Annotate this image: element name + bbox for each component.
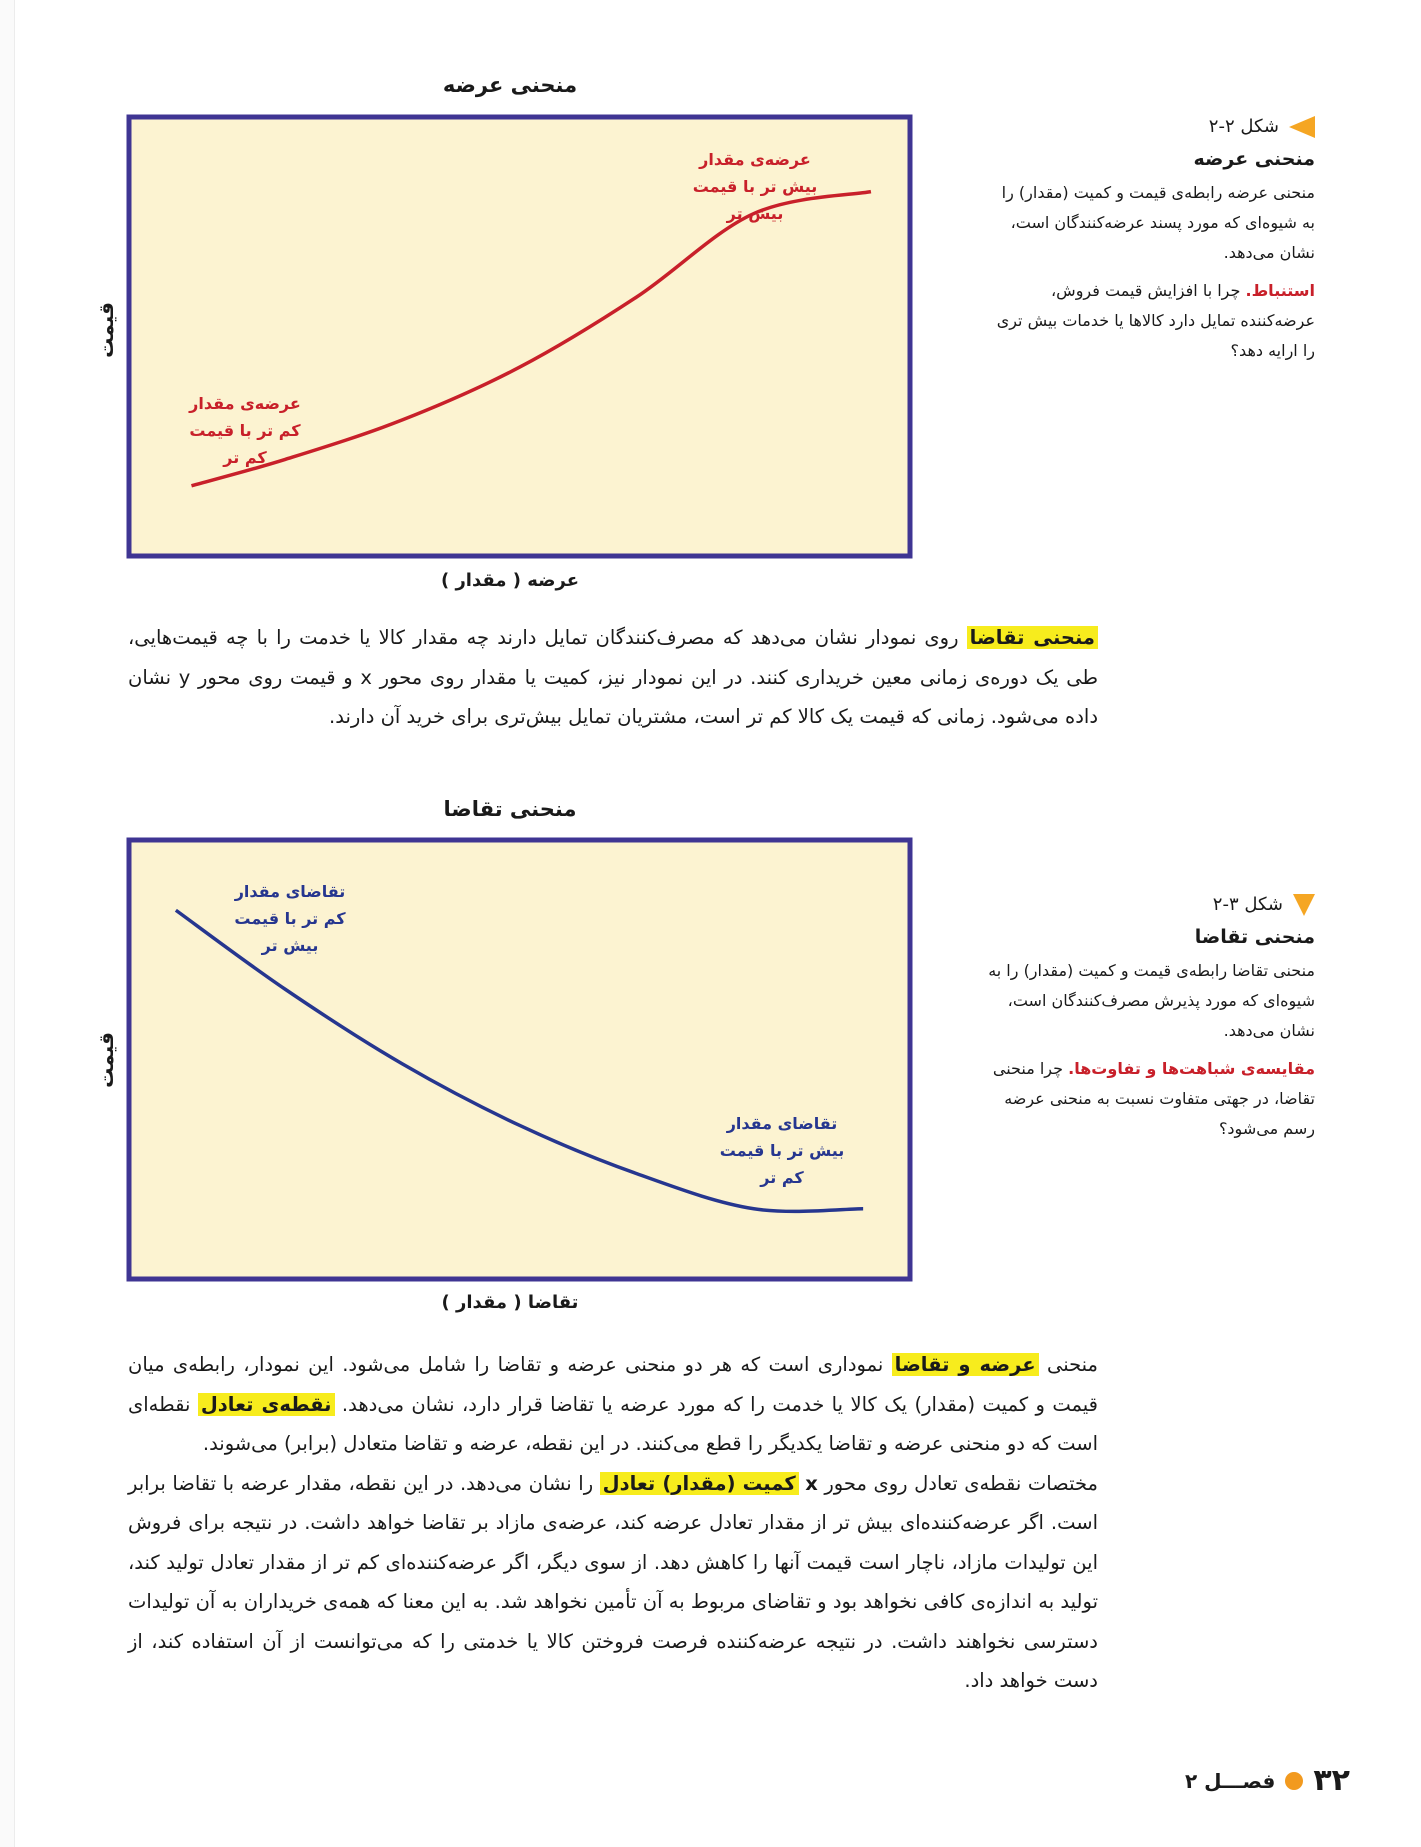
page-number: ۳۲ — [1313, 1763, 1350, 1798]
supply-chart-ylabel: قیمت — [93, 302, 118, 358]
term-supply-and-demand: عرضه و تقاضا — [892, 1353, 1039, 1376]
demand-chart-ylabel: قیمت — [93, 1032, 118, 1088]
term-equilibrium-point: نقطه‌ی تعادل — [198, 1393, 335, 1416]
chapter-label: فصـــل ۲ — [1185, 1768, 1276, 1793]
term-demand-curve: منحنی تقاضا — [967, 626, 1098, 649]
footer-dot-icon — [1285, 1772, 1303, 1790]
supply-annotation-low: عرضه‌ی مقدار کم تر با قیمت کم تر — [189, 394, 301, 467]
paragraph-supply-demand: منحنی عرضه و تقاضا نموداری است که هر دو منحنی عرضه و تقاضا را شامل می‌شود. این نمودار، رابطه‌ی میان قیمت و کمیت (مقدار) یک کالا یا خدمت را که مورد عرضه یا تقاضا قرار دارد، نشان می‌دهد. نقطه‌ی تعادل نقطه‌ای است که دو منحنی عرضه و تقاضا یکدیگر را قطع می‌کنند. در این نقطه، عرضه و تقاضا متعادل (برابر) می‌شوند. مختصات نقطه‌ی تعادل روی محور x کمیت (مقدار) تعادل را نشان می‌دهد. در این نقطه، مقدار عرضه با تقاضا برابر است. اگر عرضه‌کننده‌ای بیش تر از مقدار تعادل عرضه کند، عرضه‌ی مازاد بر تقاضا خواهد داشت. در نتیجه برای فروش این تولیدات مازاد، ناچار است قیمت آنها را کاهش دهد. از سوی دیگر، اگر عرضه‌کننده‌ای کم تر از مقدار تعادل تولید کند، تولید به اندازه‌ی کافی نخواهد بود و تقاضای مربوط به آن تأمین نخواهد شد. به این معنا که همه‌ی خریداران به آن تولیدات دسترسی نخواهند داشت. در نتیجه عرضه‌کننده فرصت فروختن کالا یا خدمتی را که می‌توانست از آن استفاده کند، از دست خواهد داد. — [128, 1353, 1099, 1692]
figure-2-3-description: منحنی تقاضا رابطه‌ی قیمت و کمیت (مقدار) را به شیوه‌ای که مورد پذیرش مصرف‌کنندگان است، نشان می‌دهد. — [988, 961, 1315, 1040]
figure-2-3-number: شکل ۳-۲ — [985, 890, 1315, 920]
figure-2-2-title: منحنی عرضه — [1193, 148, 1315, 170]
demand-annotation-low: تقاضای مقدار بیش تر با قیمت کم تر — [719, 1114, 845, 1187]
supply-chart-title: منحنی عرضه — [442, 73, 578, 97]
figure-2-3-title: منحنی تقاضا — [1194, 926, 1315, 948]
supply-chart-xlabel: عرضه ( مقدار ) — [440, 570, 580, 591]
figure-2-3-question: مقایسه‌ی شباهت‌ها و تفاوت‌ها. چرا منحنی تقاضا، در جهتی متفاوت نسبت به منحنی عرضه رسم می‌شود؟ — [992, 1059, 1315, 1138]
page-edge — [0, 0, 15, 1847]
triangle-pointer-icon — [1293, 894, 1315, 916]
figure-2-2-caption — [985, 112, 1315, 366]
demand-annotation-high: تقاضای مقدار کم تر با قیمت بیش تر — [234, 882, 346, 955]
supply-annotation-high: عرضه‌ی مقدار بیش تر با قیمت بیش تر — [692, 150, 818, 223]
paragraph-demand-curve: منحنی تقاضا روی نمودار نشان می‌دهد که مصرف‌کنندگان تمایل دارند چه مقدار کالا یا خدمت را با چه قیمت‌هایی، طی یک دوره‌ی زمانی معین خریداری کنند. در این نمودار نیز، کمیت یا مقدار روی محور x و قیمت روی محور y نشان داده می‌شود. زمانی که قیمت یک کالا کم تر است، مشتریان تمایل بیش‌تری برای خرید آن دارند. — [128, 626, 1098, 728]
figure-2-3-caption — [985, 890, 1315, 1144]
figure-2-2-description: منحنی عرضه رابطه‌ی قیمت و کمیت (مقدار) را به شیوه‌ای که مورد پسند عرضه‌کنندگان است، نشان می‌دهد. — [1001, 183, 1315, 262]
page-footer — [1185, 1763, 1350, 1798]
figure-2-2-number: شکل ۲-۲ — [985, 112, 1315, 142]
term-equilibrium-quantity: کمیت (مقدار) تعادل — [600, 1472, 799, 1495]
demand-chart-title: منحنی تقاضا — [443, 797, 577, 821]
figure-2-2-question: استنباط. چرا با افزایش قیمت فروش، عرضه‌کننده تمایل دارد کالاها یا خدمات بیش تری را ارایه دهد؟ — [996, 281, 1315, 360]
demand-chart-xlabel: تقاضا ( مقدار ) — [441, 1292, 579, 1313]
triangle-pointer-icon — [1289, 116, 1315, 138]
